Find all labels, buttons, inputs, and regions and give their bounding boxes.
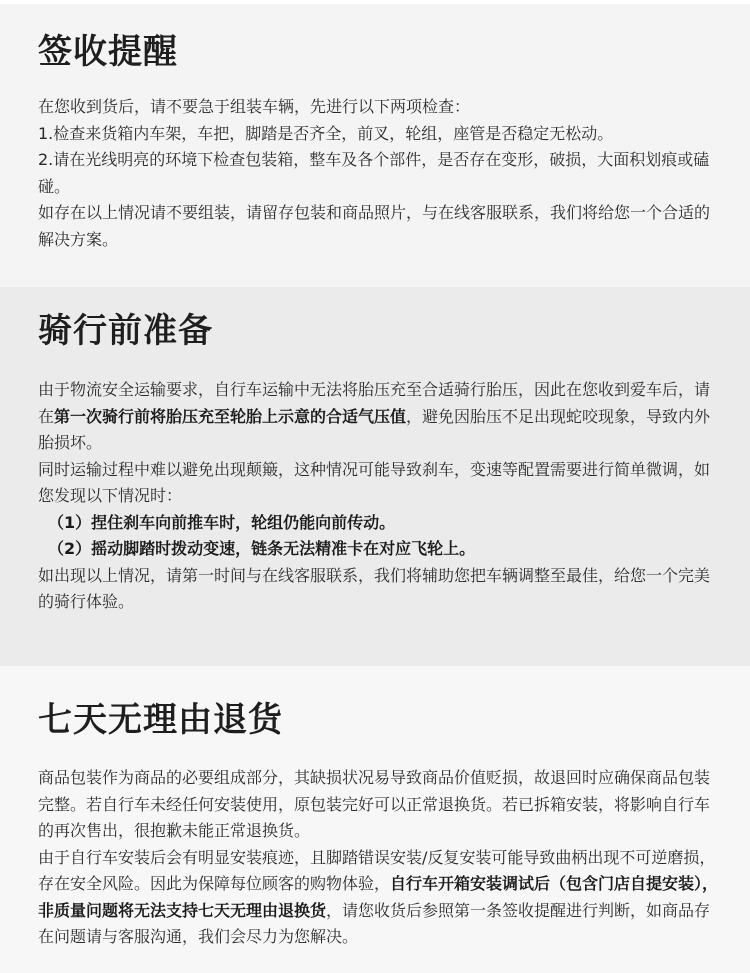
pre-ride-title: 骑行前准备: [38, 311, 213, 351]
pre-ride-case-1-text: （1）捏住刹车向前推车时，轮组仍能向前传动。: [48, 512, 396, 532]
sign-reminder-title: 签收提醒: [38, 32, 178, 72]
sign-reminder-section: [0, 0, 750, 287]
pre-ride-case-2-text: （2）摇动脚踏时拨动变速，链条无法精准卡在对应飞轮上。: [48, 539, 476, 558]
pre-ride-body: [38, 377, 720, 616]
pre-ride-tire-text-c: ，避免因胎压不足出现蛇咬现象，导致内外胎损坏。: [38, 406, 711, 452]
return-policy-title: 七天无理由退货: [38, 700, 283, 740]
sign-reminder-body: [38, 94, 720, 253]
pre-ride-adjust-paragraph: 同时运输过程中难以避免出现颠簸，这种情况可能导致刹车，变速等配置需要进行简单微调，如您发现以下情况时：: [38, 459, 711, 505]
sign-reminder-check-2: 2.请在光线明亮的环境下检查包装箱，整车及各个部件，是否存在变形，破损，大面积划痕或磕碰。: [38, 150, 710, 196]
return-policy-install-highlight: 自行车开箱安装调试后（包含门店自提安装），非质量问题将无法支持七天无理由退换货: [38, 874, 719, 920]
return-policy-section: [0, 666, 750, 973]
pre-ride-tire-highlight: 第一次骑行前将胎压充至轮胎上示意的合适气压值: [54, 406, 407, 426]
return-policy-install-paragraph: [38, 845, 720, 951]
pre-ride-tire-text-a: 由于物流安全运输要求，自行车运输中无法将胎压充至合适骑行胎压，因此在您收到爱车后，请在: [38, 380, 711, 426]
sign-reminder-intro: 在您收到货后，请不要急于组装车辆，先进行以下两项检查：: [38, 97, 471, 116]
pre-ride-contact-paragraph: 如出现以上情况，请第一时间与在线客服联系，我们将辅助您把车辆调整至最佳，给您一个完美的骑行体验。: [38, 565, 711, 611]
pre-ride-case-2: [38, 536, 720, 563]
pre-ride-tire-paragraph: [38, 377, 720, 457]
pre-ride-section: [0, 287, 750, 666]
return-policy-install-text-a: 由于自行车安装后会有明显安装痕迹，且脚踏错误安装/反复安装可能导致曲柄出现不可逆磨损，存在安全风险。因此为保障每位顾客的购物体验，: [38, 847, 716, 893]
return-policy-packaging-paragraph: 商品包装作为商品的必要组成部分，其缺损状况易导致商品价值贬损，故退回时应确保商品包装完整。若自行车未经任何安装使用，原包装完好可以正常退换货。若已拆箱安装，将影响自行车的再次售出，很抱歉未能正常退换货。: [38, 768, 711, 840]
sign-reminder-check-1: 1.检查来货箱内车架，车把，脚踏是否齐全，前叉，轮组，座管是否稳定无松动。: [38, 123, 614, 143]
sign-reminder-advice: 如存在以上情况请不要组装，请留存包装和商品照片，与在线客服联系，我们将给您一个合适的解决方案。: [38, 203, 711, 249]
pre-ride-case-1: [38, 510, 720, 537]
return-policy-install-text-c: ，请您收货后参照第一条签收提醒进行判断，如商品存在问题请与客服沟通，我们会尽力为您解决。: [38, 900, 711, 946]
return-policy-body: [38, 765, 720, 951]
